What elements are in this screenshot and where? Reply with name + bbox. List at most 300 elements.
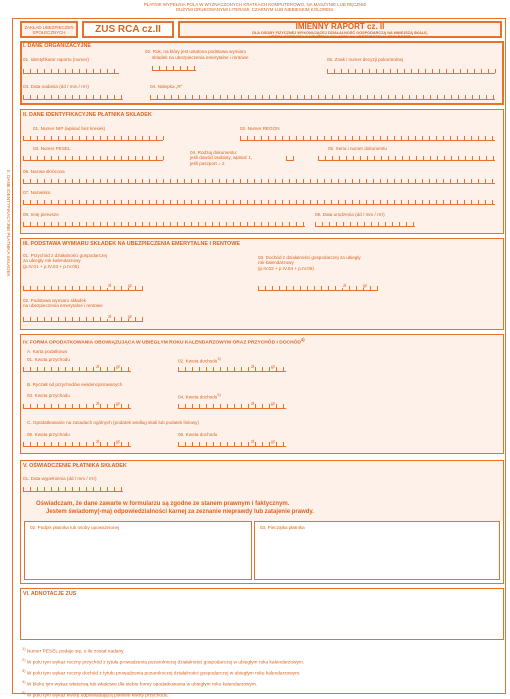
subtitle-1: DLA OSOBY FIZYCZNEJ WYKONUJĄCEJ DZIAŁALNOŚĆ GOSPODARCZĄ NA MNIEJSZĄ SKALĘ,: [252, 31, 428, 35]
comb-tick: [387, 200, 388, 204]
comb-tick: [248, 404, 249, 408]
comb-tick: [401, 200, 402, 204]
comb-tick: [269, 95, 270, 99]
comb-tick: [65, 156, 66, 160]
comb-tick: [457, 179, 458, 183]
comb-tick: [241, 367, 242, 371]
comb-tick: [79, 179, 80, 183]
comb-tick: [240, 179, 241, 183]
comb-tick: [367, 95, 368, 99]
comb-tick: [192, 442, 193, 446]
comb-tick: [268, 136, 269, 140]
comb-tick: [443, 200, 444, 204]
comb-tick: [360, 95, 361, 99]
comb-tick: [227, 367, 228, 371]
comb-tick: [335, 286, 336, 290]
comb-tick: [286, 286, 287, 290]
comb-tick: [93, 136, 94, 140]
comb-tick: [58, 95, 59, 99]
s1-f02-label-a: 02. Rok, na który jest ustalona podstawa wymiaru: [145, 49, 247, 54]
comb-tick: [283, 367, 284, 371]
comb-tick: [37, 404, 38, 408]
comb-tick: [30, 222, 31, 226]
comb-tick: [142, 136, 143, 140]
comb-tick: [121, 95, 122, 99]
comb-tick: [23, 95, 24, 99]
footnote-5: $^{5)}$ W polu tym wykaż kwotę odpowiadającą połowie kwoty przychodu.: [22, 690, 169, 699]
comb-tick: [432, 69, 433, 73]
comb-tick: [86, 487, 87, 491]
comb-tick: [394, 200, 395, 204]
comb-tick: [234, 95, 235, 99]
comb-tick: [374, 95, 375, 99]
comb-tick: [366, 179, 367, 183]
comb-tick: [467, 69, 468, 73]
comb-tick: [356, 286, 357, 290]
comb-tick: [458, 156, 459, 160]
comb-tick: [37, 69, 38, 73]
comb-tick: [72, 487, 73, 491]
comb-tick: [58, 487, 59, 491]
comb-tick: [37, 367, 38, 371]
comb-tick: [268, 200, 269, 204]
comb-tick: [460, 69, 461, 73]
comb-tick: [254, 222, 255, 226]
comb-tick: [492, 136, 493, 140]
comb-tick: [289, 200, 290, 204]
comb-tick: [362, 69, 363, 73]
comb-tick: [44, 317, 45, 321]
comb-tick: [128, 136, 129, 140]
s1-f01-label: 01. Identyfikator raportu (numer): [23, 57, 89, 62]
comb-tick: [338, 200, 339, 204]
comb-tick: [289, 136, 290, 140]
comb-tick: [446, 69, 447, 73]
comb-tick: [240, 222, 241, 226]
comb-tick: [303, 222, 304, 226]
s4-a-label: A. Karta podatkowa: [27, 349, 68, 354]
comb-tick: [30, 317, 31, 321]
comb-tick: [343, 222, 344, 226]
comb-tick: [402, 95, 403, 99]
comb-tick: [114, 179, 115, 183]
comb-tick: [296, 222, 297, 226]
comb-tick: [317, 179, 318, 183]
comb-tick: [114, 487, 115, 491]
comb-tick: [453, 69, 454, 73]
comb-tick: [128, 442, 129, 446]
c05-gr: gr: [116, 439, 121, 444]
comb-tick: [37, 222, 38, 226]
comb-tick: [44, 286, 45, 290]
comb-tick: [415, 200, 416, 204]
b03-gr: gr: [116, 401, 121, 406]
zus-box: [20, 21, 78, 38]
s3-f02-label: [23, 298, 173, 309]
comb-tick: [220, 367, 221, 371]
comb-tick: [44, 487, 45, 491]
comb-tick: [314, 286, 315, 290]
comb-tick: [23, 367, 24, 371]
s3-f01-gr: gr: [128, 283, 133, 288]
s1-f04-label: 04. Nalepka „R”: [150, 84, 183, 89]
footnote-1-text: Numer PESEL podaje się, o ile został nadany.: [26, 649, 125, 655]
comb-tick: [471, 136, 472, 140]
comb-tick: [58, 286, 59, 290]
comb-tick: [485, 179, 486, 183]
comb-tick: [30, 69, 31, 73]
comb-tick: [128, 200, 129, 204]
comb-tick: [297, 95, 298, 99]
comb-tick: [72, 69, 73, 73]
comb-tick: [408, 200, 409, 204]
comb-tick: [121, 286, 122, 290]
comb-tick: [437, 156, 438, 160]
comb-tick: [170, 179, 171, 183]
comb-tick: [121, 317, 122, 321]
comb-tick: [142, 286, 143, 290]
comb-tick: [93, 95, 94, 99]
comb-tick: [247, 136, 248, 140]
comb-tick: [310, 136, 311, 140]
comb-tick: [65, 367, 66, 371]
comb-tick: [275, 136, 276, 140]
comb-tick: [72, 200, 73, 204]
comb-tick: [261, 222, 262, 226]
comb-tick: [478, 200, 479, 204]
s4-c06-label: 06. Kwota dochodu: [178, 432, 218, 437]
comb-tick: [241, 442, 242, 446]
comb-tick: [86, 317, 87, 321]
comb-tick: [355, 69, 356, 73]
s4-a01-label: 01. Kwota przychodu: [27, 357, 70, 362]
comb-tick: [492, 200, 493, 204]
comb-tick: [416, 95, 417, 99]
comb-tick: [23, 404, 24, 408]
s3-f03-label: [258, 255, 418, 271]
zus-line-2: SPOŁECZNYCH: [32, 30, 66, 35]
s3-f01-zl: zł: [108, 283, 112, 288]
comb-tick: [325, 156, 326, 160]
comb-tick: [44, 179, 45, 183]
comb-tick: [30, 286, 31, 290]
comb-tick: [416, 156, 417, 160]
comb-tick: [30, 156, 31, 160]
section-4-title: IV. FORMA OPODATKOWANIA OBOWIĄZUJĄCA W UBIEGŁYM ROKU KALENDARZOWYM ORAZ PRZYCHÓD I DOCHÓD$^{4)}$: [23, 337, 305, 346]
comb-tick: [150, 95, 151, 99]
comb-tick: [58, 156, 59, 160]
comb-tick: [488, 69, 489, 73]
comb-tick: [303, 179, 304, 183]
comb-tick: [58, 442, 59, 446]
comb-tick: [220, 442, 221, 446]
comb-tick: [286, 156, 287, 160]
comb-tick: [135, 136, 136, 140]
comb-tick: [213, 404, 214, 408]
comb-tick: [170, 200, 171, 204]
comb-tick: [408, 136, 409, 140]
s2-f06-label: 06. Nazwa skrócona: [23, 169, 65, 174]
comb-tick: [444, 95, 445, 99]
section-1-title: I. DANE ORGANIZACYJNE: [23, 43, 91, 49]
comb-tick: [296, 200, 297, 204]
comb-tick: [331, 200, 332, 204]
comb-tick: [357, 222, 358, 226]
comb-tick: [376, 69, 377, 73]
b03-zl: zł: [96, 401, 100, 406]
comb-tick: [44, 200, 45, 204]
comb-tick: [430, 95, 431, 99]
comb-tick: [254, 136, 255, 140]
comb-tick: [394, 136, 395, 140]
comb-tick: [121, 404, 122, 408]
comb-tick: [206, 404, 207, 408]
comb-tick: [485, 200, 486, 204]
comb-tick: [199, 95, 200, 99]
comb-tick: [338, 136, 339, 140]
s3-f03-label-b: rok kalendarzowy: [258, 260, 294, 266]
footnote-5-text: W polu tym wykaż kwotę odpowiadającą połowie kwoty przychodu.: [26, 693, 169, 699]
section-5-title: V. OŚWIADCZENIE PŁATNIKA SKŁADEK: [23, 463, 127, 469]
comb-tick: [65, 442, 66, 446]
comb-tick: [268, 179, 269, 183]
comb-tick: [79, 136, 80, 140]
comb-tick: [184, 222, 185, 226]
comb-tick: [492, 179, 493, 183]
comb-tick: [359, 179, 360, 183]
comb-tick: [86, 179, 87, 183]
comb-tick: [37, 156, 38, 160]
comb-tick: [303, 200, 304, 204]
comb-tick: [199, 404, 200, 408]
comb-tick: [276, 367, 277, 371]
s3-f02-gr: gr: [128, 314, 133, 319]
comb-tick: [479, 95, 480, 99]
comb-tick: [93, 179, 94, 183]
comb-tick: [79, 442, 80, 446]
comb-tick: [51, 286, 52, 290]
comb-tick: [290, 95, 291, 99]
comb-tick: [423, 156, 424, 160]
comb-tick: [262, 404, 263, 408]
comb-tick: [437, 95, 438, 99]
comb-tick: [366, 200, 367, 204]
comb-tick: [346, 156, 347, 160]
comb-tick: [248, 95, 249, 99]
comb-tick: [465, 156, 466, 160]
comb-tick: [30, 367, 31, 371]
comb-tick: [86, 404, 87, 408]
section-4: [20, 334, 504, 454]
comb-tick: [409, 156, 410, 160]
comb-tick: [149, 200, 150, 204]
comb-tick: [30, 95, 31, 99]
comb-tick: [65, 317, 66, 321]
signature-box[interactable]: [24, 521, 252, 580]
comb-tick: [23, 317, 24, 321]
comb-tick: [164, 95, 165, 99]
comb-tick: [240, 200, 241, 204]
comb-tick: [464, 179, 465, 183]
comb-tick: [128, 222, 129, 226]
comb-tick: [51, 95, 52, 99]
s2-f04-label-a: 04. Rodzaj dokumentu:: [190, 150, 238, 155]
page-title: IMIENNY RAPORT cz. II: [295, 22, 385, 31]
statement-line-2: Jestem świadomy(-ma) odpowiedzialności karnej za zeznanie nieprawdy lub zatajenie prawdy.: [46, 509, 314, 515]
comb-tick: [65, 222, 66, 226]
comb-tick: [86, 286, 87, 290]
comb-tick: [51, 222, 52, 226]
comb-tick: [191, 179, 192, 183]
comb-tick: [233, 222, 234, 226]
comb-tick: [352, 136, 353, 140]
comb-tick: [443, 136, 444, 140]
s2-f01-label: 01. Numer NIP (wpisać bez kresek): [33, 126, 106, 131]
comb-tick: [107, 69, 108, 73]
comb-tick: [51, 442, 52, 446]
comb-tick: [121, 367, 122, 371]
comb-tick: [275, 222, 276, 226]
comb-tick: [315, 222, 316, 226]
comb-tick: [79, 156, 80, 160]
s5-f03-label: 03. Pieczątka płatnika: [260, 525, 305, 530]
comb-tick: [44, 95, 45, 99]
comb-tick: [114, 317, 115, 321]
comb-tick: [233, 179, 234, 183]
comb-tick: [350, 222, 351, 226]
s2-f02-label: 02. Numer REGON: [240, 126, 280, 131]
comb-tick: [415, 136, 416, 140]
comb-tick: [387, 179, 388, 183]
comb-tick: [178, 367, 179, 371]
comb-tick: [107, 95, 108, 99]
comb-tick: [472, 156, 473, 160]
comb-tick: [212, 200, 213, 204]
comb-tick: [479, 156, 480, 160]
comb-tick: [157, 95, 158, 99]
comb-tick: [198, 222, 199, 226]
s1-f05-label: 05. Znak i numer decyzji pokontrolnej: [327, 57, 404, 62]
comb-tick: [262, 95, 263, 99]
comb-tick: [304, 95, 305, 99]
comb-tick: [465, 95, 466, 99]
comb-tick: [422, 136, 423, 140]
comb-tick: [423, 95, 424, 99]
comb-tick: [303, 136, 304, 140]
comb-tick: [472, 95, 473, 99]
comb-tick: [380, 179, 381, 183]
s3-f01-label-a: 01. Przychód z działalności gospodarczej: [23, 253, 108, 258]
comb-tick: [58, 222, 59, 226]
comb-tick: [86, 200, 87, 204]
comb-tick: [213, 442, 214, 446]
comb-tick: [334, 69, 335, 73]
stamp-box[interactable]: [254, 521, 500, 580]
comb-tick: [322, 222, 323, 226]
comb-tick: [93, 487, 94, 491]
comb-tick: [401, 136, 402, 140]
comb-tick: [128, 404, 129, 408]
comb-tick: [93, 222, 94, 226]
comb-tick: [79, 404, 80, 408]
comb-tick: [380, 136, 381, 140]
top-note: [60, 2, 450, 12]
comb-tick: [371, 222, 372, 226]
comb-tick: [72, 317, 73, 321]
comb-tick: [86, 69, 87, 73]
comb-tick: [349, 286, 350, 290]
comb-tick: [317, 136, 318, 140]
year-field[interactable]: [152, 63, 196, 71]
comb-tick: [478, 136, 479, 140]
comb-tick: [413, 222, 414, 226]
comb-tick: [107, 179, 108, 183]
comb-tick: [341, 69, 342, 73]
comb-tick: [51, 179, 52, 183]
comb-tick: [149, 156, 150, 160]
comb-tick: [166, 66, 167, 70]
comb-tick: [23, 286, 24, 290]
comb-tick: [107, 487, 108, 491]
subtitle-2: KTÓRA KORZYSTA Z OBNIŻENIA SKŁADEK NA UBEZPIECZENIA SPOŁECZNE: [269, 35, 411, 39]
comb-tick: [65, 404, 66, 408]
comb-tick: [44, 367, 45, 371]
comb-tick: [142, 317, 143, 321]
comb-tick: [51, 404, 52, 408]
s5-f01-label: 01. Data wypełnienia (dd / mm / rrrr): [23, 476, 97, 481]
s4-b03-label: 03. Kwota przychodu: [27, 393, 70, 398]
comb-tick: [450, 136, 451, 140]
comb-tick: [444, 156, 445, 160]
s2-f07-label: 07. Nazwisko: [23, 190, 51, 195]
comb-tick: [422, 179, 423, 183]
comb-tick: [114, 136, 115, 140]
comb-tick: [114, 222, 115, 226]
comb-tick: [156, 156, 157, 160]
comb-tick: [258, 286, 259, 290]
comb-tick: [30, 200, 31, 204]
comb-tick: [44, 156, 45, 160]
comb-tick: [178, 95, 179, 99]
comb-tick: [317, 200, 318, 204]
comb-tick: [248, 442, 249, 446]
comb-tick: [51, 200, 52, 204]
comb-tick: [310, 200, 311, 204]
comb-tick: [321, 286, 322, 290]
comb-tick: [107, 200, 108, 204]
comb-tick: [121, 442, 122, 446]
s2-f09-label: 09. Data urodzenia (dd / mm / rrrr): [315, 212, 385, 217]
footnote-4-text: W bloku tym wykaz właściwą lub właściwe dla siebie formy opodatkowania w ubiegłym roku kalendarzowym.: [26, 682, 258, 688]
comb-tick: [192, 367, 193, 371]
comb-tick: [248, 367, 249, 371]
comb-tick: [458, 95, 459, 99]
comb-tick: [37, 179, 38, 183]
comb-tick: [205, 222, 206, 226]
comb-tick: [227, 95, 228, 99]
comb-tick: [261, 136, 262, 140]
comb-tick: [23, 442, 24, 446]
comb-tick: [156, 222, 157, 226]
comb-tick: [23, 69, 24, 73]
comb-tick: [282, 136, 283, 140]
comb-tick: [72, 222, 73, 226]
comb-tick: [163, 136, 164, 140]
comb-tick: [422, 200, 423, 204]
comb-tick: [51, 367, 52, 371]
comb-tick: [185, 367, 186, 371]
a01-gr: gr: [116, 364, 121, 369]
